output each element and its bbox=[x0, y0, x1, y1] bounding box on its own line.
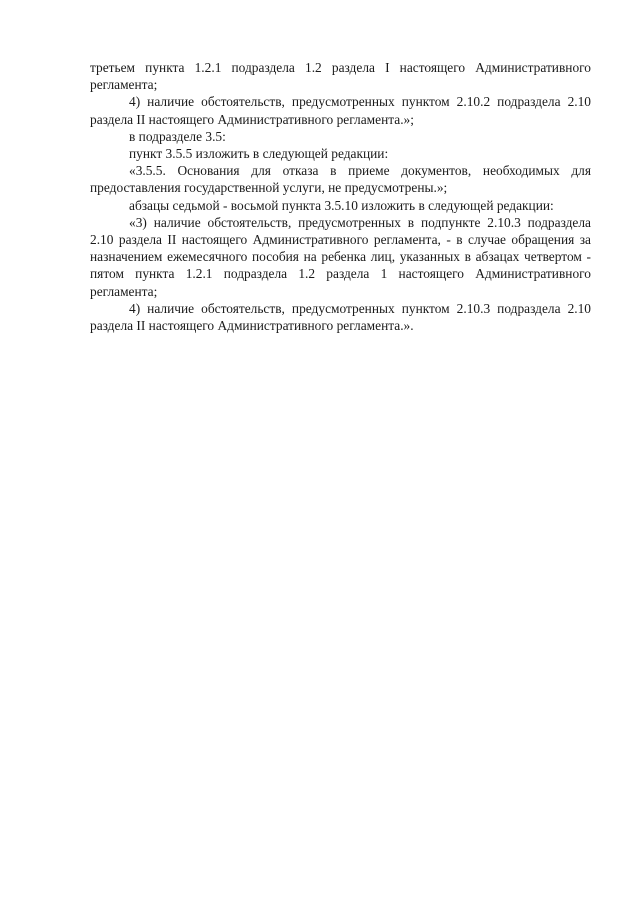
paragraph-item-4-second: 4) наличие обстоятельств, предусмотренных пунктом 2.10.3 подраздела 2.10 раздела II настоящего Административного регламента.». bbox=[90, 300, 591, 334]
paragraph-item-3: «3) наличие обстоятельств, предусмотренных в подпункте 2.10.3 подраздела 2.10 раздела II настоящего Административного регламента, - в случае обращения за назначением ежемесячного пособия на ребенка лиц, указанных в абзацах четвертом - пятом пункта 1.2.1 подраздела 1.2 раздела 1 настоящего Административного регламента; bbox=[90, 214, 591, 299]
document-body bbox=[90, 59, 591, 334]
paragraph-point-3-5-10-intro: абзацы седьмой - восьмой пункта 3.5.10 изложить в следующей редакции: bbox=[129, 197, 554, 213]
paragraph-point-3-5-5-intro: пункт 3.5.5 изложить в следующей редакции: bbox=[129, 146, 389, 162]
paragraph-point-3-5-5-text: «3.5.5. Основания для отказа в приеме документов, необходимых для предоставления государственной услуги, не предусмотрены.»; bbox=[90, 163, 591, 196]
paragraph-continuation: третьем пункта 1.2.1 подраздела 1.2 раздела I настоящего Административного регламента; bbox=[90, 60, 591, 93]
paragraph-subsection-3-5: в подразделе 3.5: bbox=[129, 128, 226, 144]
paragraph-item-4-first: 4) наличие обстоятельств, предусмотренных пунктом 2.10.2 подраздела 2.10 раздела II настоящего Административного регламента.»; bbox=[90, 94, 591, 127]
